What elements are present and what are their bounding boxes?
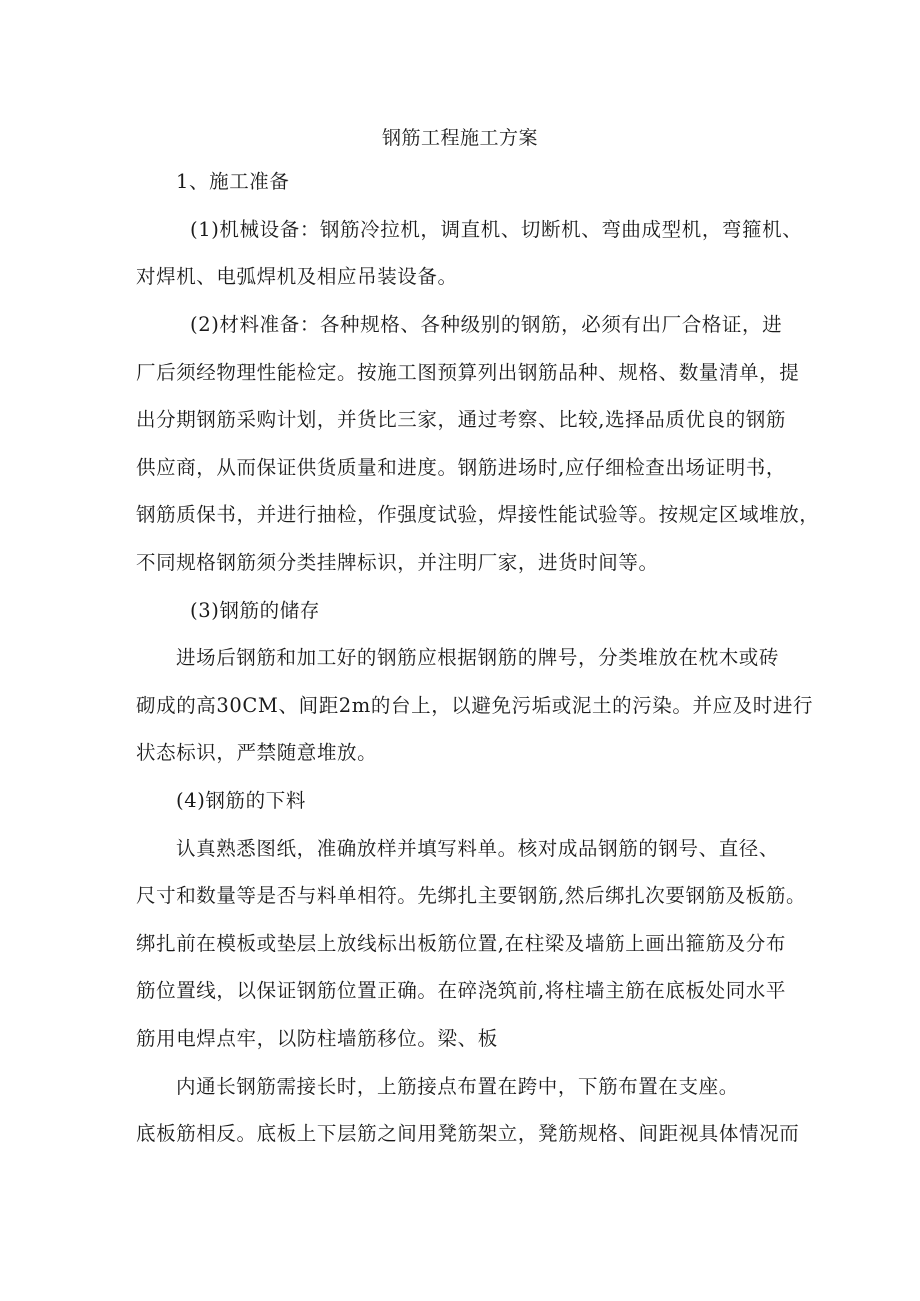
- paragraph-line: 砌成的高30CM、间距2m的台上，以避免污垢或泥土的污染。并应及时进行: [136, 694, 814, 717]
- document-title: 钢筋工程施工方案: [381, 127, 538, 149]
- paragraph-line: 供应商，从而保证供货质量和进度。钢筋进场时,应仔细检查出场证明书，: [136, 456, 786, 479]
- section-heading-preparation: 1、施工准备: [176, 170, 290, 193]
- paragraph-line: 出分期钢筋采购计划，并货比三家，通过考察、比较,选择品质优良的钢筋: [136, 408, 786, 431]
- paragraph-line: (2)材料准备：各种规格、各种级别的钢筋，必须有出厂合格证，进: [190, 313, 783, 336]
- paragraph-line: 对焊机、电弧焊机及相应吊装设备。: [136, 265, 458, 288]
- paragraph-line: (1)机械设备：钢筋冷拉机，调直机、切断机、弯曲成型机，弯箍机、: [190, 218, 803, 241]
- paragraph-line: 厂后须经物理性能检定。按施工图预算列出钢筋品种、规格、数量清单，提: [136, 361, 800, 384]
- paragraph-line: 认真熟悉图纸，准确放样并填写料单。核对成品钢筋的钢号、直径、: [176, 837, 780, 860]
- paragraph-line: 钢筋质保书，并进行抽检，作强度试验，焊接性能试验等。按规定区域堆放，: [136, 503, 820, 526]
- paragraph-line: 内通长钢筋需接长时，上筋接点布置在跨中，下筋布置在支座。: [176, 1075, 739, 1098]
- paragraph-line: 底板筋相反。底板上下层筋之间用凳筋架立，凳筋规格、间距视具体情况而: [136, 1122, 800, 1145]
- subsection-heading-storage: (3)钢筋的储存: [190, 599, 320, 622]
- paragraph-line: 筋用电焊点牢，以防柱墙筋移位。梁、板: [136, 1027, 498, 1050]
- paragraph-line: 状态标识，严禁随意堆放。: [136, 741, 378, 764]
- subsection-heading-cutting: (4)钢筋的下料: [176, 789, 306, 812]
- paragraph-line: 绑扎前在模板或垫层上放线标出板筋位置,在柱梁及墙筋上画出箍筋及分布: [136, 932, 786, 955]
- paragraph-line: 筋位置线，以保证钢筋位置正确。在碎浇筑前,将柱墙主筋在底板处同水平: [136, 979, 786, 1002]
- paragraph-line: 不同规格钢筋须分类挂牌标识，并注明厂家，进货时间等。: [136, 551, 659, 574]
- paragraph-line: 尺寸和数量等是否与料单相符。先绑扎主要钢筋,然后绑扎次要钢筋及板筋。: [136, 884, 807, 907]
- paragraph-line: 进场后钢筋和加工好的钢筋应根据钢筋的牌号，分类堆放在枕木或砖: [176, 646, 780, 669]
